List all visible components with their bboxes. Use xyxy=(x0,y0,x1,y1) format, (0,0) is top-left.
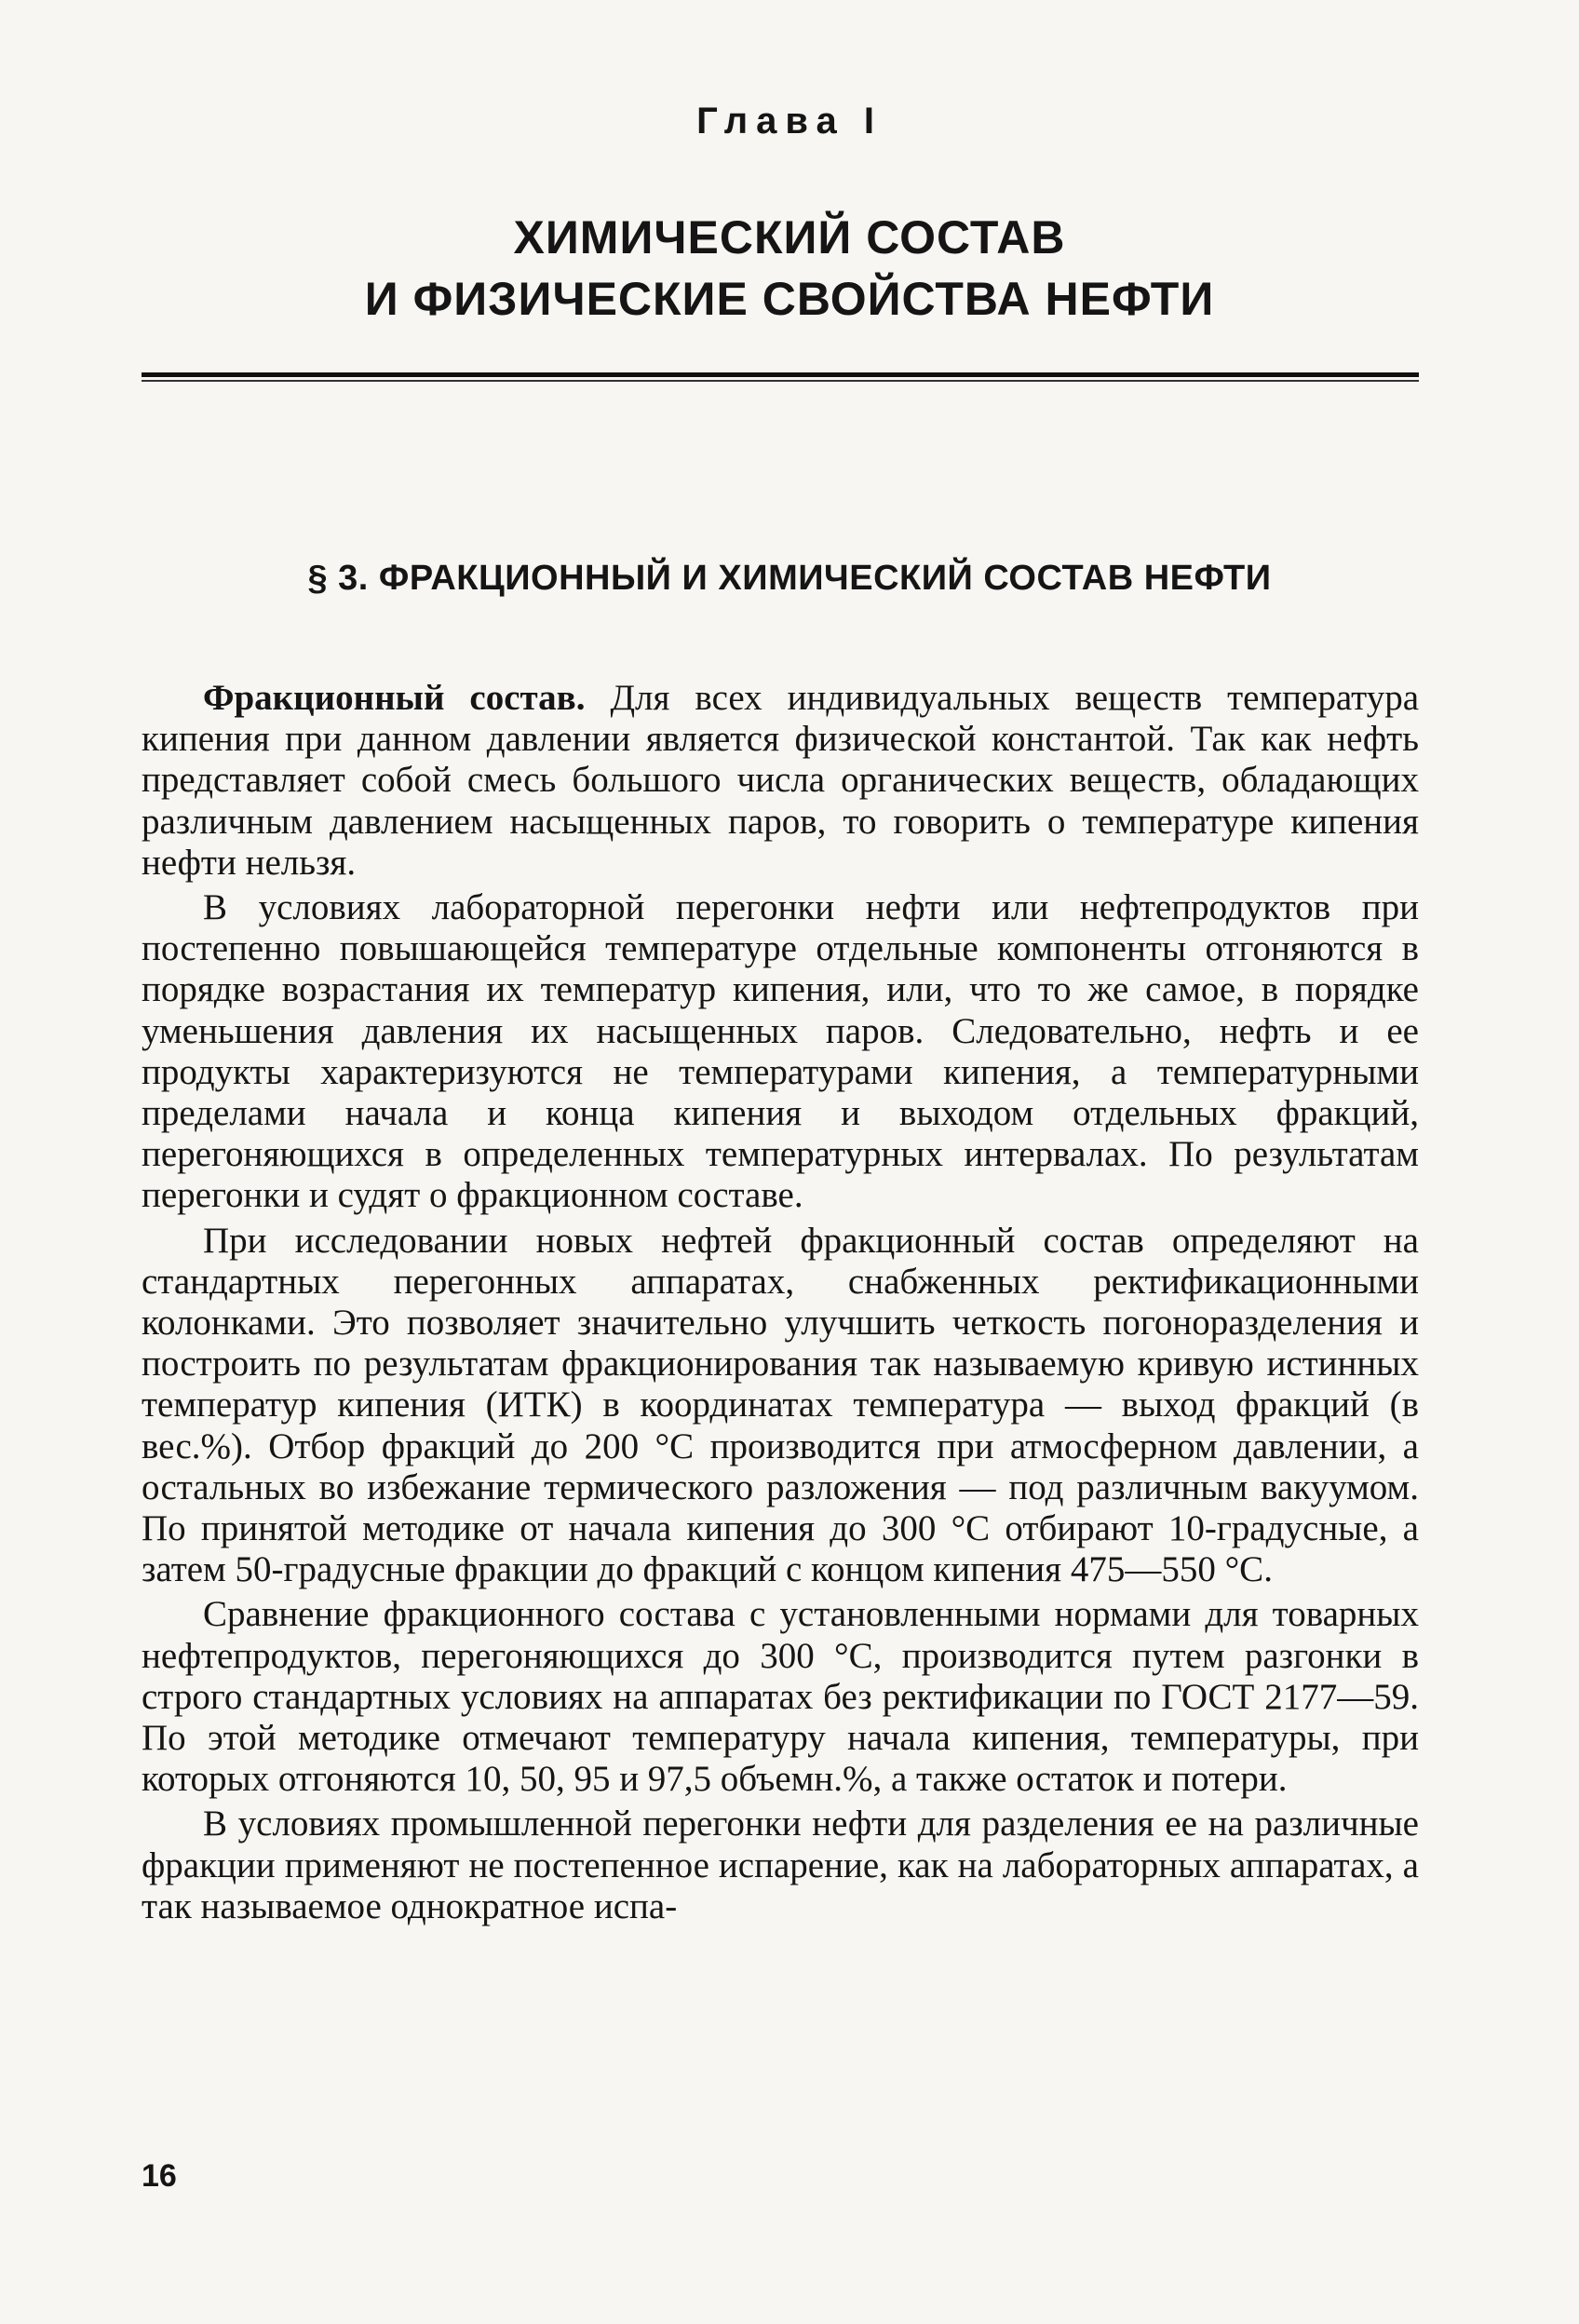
paragraph-5: В условиях промышленной перегонки нефти для разделения ее на различные фракции применяют не постепенное испарение, как на лабораторных аппаратах, а так называемое однократное испа- xyxy=(142,1804,1419,1926)
paragraph-1-text: Для всех индивидуальных веществ температура кипения при данном давлении является физической константой. Так как нефть представляет собой смесь большого числа органических веществ, обладающих различным давлением насыщенных паров, то говорить о температуре кипения нефти нельзя. xyxy=(142,678,1419,883)
paragraph-lead: Фракционный состав. xyxy=(203,678,586,718)
body-text xyxy=(142,678,1419,1931)
paragraph-4: Сравнение фракционного состава с установленными нормами для товарных нефтепродуктов, перегоняющихся до 300 °С, производится путем разгонки в строго стандартных условиях на аппаратах без ректификации по ГОСТ 2177—59. По этой методике отмечают температуру начала кипения, температуры, при которых отгоняются 10, 50, 95 и 97,5 объемн.%, а также остаток и потери. xyxy=(142,1594,1419,1800)
chapter-divider-thin xyxy=(142,380,1419,382)
chapter-title xyxy=(0,207,1579,330)
page-number: 16 xyxy=(142,2158,177,2194)
chapter-divider xyxy=(142,372,1419,377)
chapter-title-line-2: И ФИЗИЧЕСКИЕ СВОЙСТВА НЕФТИ xyxy=(364,273,1215,325)
paragraph-2: В условиях лабораторной перегонки нефти или нефтепродуктов при постепенно повышающейся температуре отдельные компоненты отгоняются в порядке возрастания их температур кипения, или, что то же самое, в порядке уменьшения давления их насыщенных паров. Следовательно, нефть и ее продукты характеризуются не температурами кипения, а температурными пределами начала и конца кипения и выходом отдельных фракций, перегоняющихся в определенных температурных интервалах. По результатам перегонки и судят о фракционном составе. xyxy=(142,887,1419,1216)
chapter-label: Глава I xyxy=(696,101,883,142)
paragraph-3: При исследовании новых нефтей фракционный состав определяют на стандартных перегонных аппаратах, снабженных ректификационными колонками. Это позволяет значительно улучшить четкость погоноразделения и построить по результатам фракционирования так называемую кривую истинных температур кипения (ИТК) в координатах температура — выход фракций (в вес.%). Отбор фракций до 200 °С производится при атмосферном давлении, а остальных во избежание термического разложения — под различным вакуумом. По принятой методике от начала кипения до 300 °С отбирают 10-градусные, а затем 50-градусные фракции до фракций с концом кипения 475—550 °С. xyxy=(142,1220,1419,1590)
paragraph-1 xyxy=(142,678,1419,884)
chapter-title-line-1: ХИМИЧЕСКИЙ СОСТАВ xyxy=(513,211,1066,263)
section-heading: § 3. ФРАКЦИОННЫЙ И ХИМИЧЕСКИЙ СОСТАВ НЕФТИ xyxy=(307,559,1272,598)
